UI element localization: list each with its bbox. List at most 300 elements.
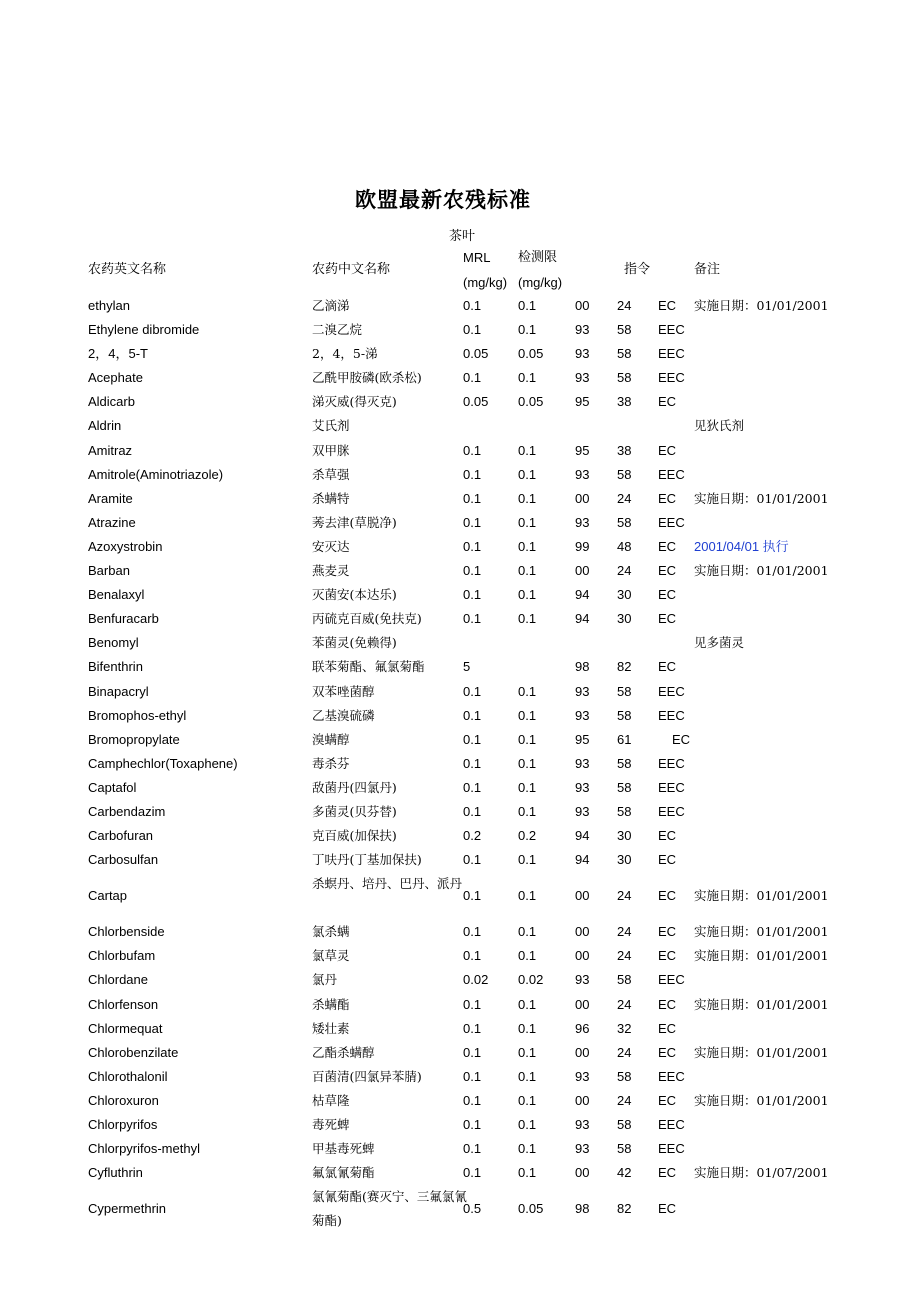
table-row (0, 752, 920, 776)
cell-directive-year: 00 (575, 490, 590, 506)
table-row (0, 607, 920, 631)
cell-directive-number: 58 (617, 1117, 632, 1132)
cell-directive-number: 58 (617, 322, 632, 338)
cell-lod: 0.1 (518, 755, 537, 771)
cell-en-name: Cartap (88, 888, 128, 904)
cell-mrl: 0.1 (463, 1165, 482, 1181)
cell-directive-type: EC (658, 298, 677, 313)
cell-mrl: 0.1 (463, 563, 482, 579)
cell-en-name: Ethylene dibromide (88, 322, 200, 338)
cell-mrl: 0.1 (463, 298, 482, 313)
table-row (0, 583, 920, 607)
cell-mrl: 0.1 (463, 803, 482, 819)
cell-directive-number: 38 (617, 442, 632, 458)
cell-directive-type: EEC (658, 1068, 685, 1084)
cell-directive-year: 93 (575, 972, 590, 988)
table-row (0, 848, 920, 872)
cell-lod: 0.1 (518, 442, 537, 458)
table-row (0, 487, 920, 511)
cell-directive-number: 58 (617, 514, 632, 530)
cell-lod: 0.1 (518, 996, 537, 1012)
cell-directive-number: 24 (617, 563, 632, 579)
cell-lod: 0.1 (518, 514, 537, 530)
cell-lod: 0.1 (518, 888, 537, 904)
cell-mrl: 0.1 (463, 490, 482, 506)
cell-cn-name: 氯氰菊酯(赛灭宁、三氟氯氰菊酯) (312, 1189, 467, 1229)
cell-cn-name: 涕灭威(得灭克) (312, 394, 397, 410)
table-row (0, 1017, 920, 1041)
cell-lod: 0.1 (518, 538, 537, 554)
cell-note: 实施日期：01/01/2001 (694, 948, 829, 964)
cell-directive-number: 24 (617, 996, 632, 1012)
cell-directive-year: 94 (575, 852, 590, 868)
cell-lod: 0.1 (518, 322, 537, 338)
cell-directive-number: 42 (617, 1165, 632, 1181)
cell-directive-number: 24 (617, 948, 632, 964)
cell-cn-name: 艾氏剂 (312, 418, 350, 434)
cell-directive-type: EC (658, 659, 677, 675)
cell-en-name: Chloroxuron (88, 1092, 159, 1108)
cell-directive-year: 95 (575, 731, 590, 747)
cell-en-name: Benomyl (88, 635, 139, 651)
cell-lod: 0.05 (518, 394, 544, 410)
cell-en-name: 2，4，5-T (88, 346, 148, 362)
cell-mrl: 0.1 (463, 1141, 482, 1157)
table-row (0, 511, 920, 535)
table-row (0, 559, 920, 583)
cell-cn-name: 乙酰甲胺磷(欧杀松) (312, 370, 422, 386)
cell-directive-type: EEC (658, 755, 685, 771)
cell-lod: 0.1 (518, 924, 537, 940)
cell-en-name: Binapacryl (88, 683, 149, 699)
table-row (0, 728, 920, 752)
cell-cn-name: 氯草灵 (312, 948, 350, 964)
cell-mrl: 0.1 (463, 538, 482, 554)
cell-mrl: 0.1 (463, 1092, 482, 1108)
cell-mrl: 0.1 (463, 466, 482, 482)
cell-en-name: Bromophos-ethyl (88, 707, 187, 723)
cell-directive-type: EEC (658, 707, 685, 723)
table-row (0, 366, 920, 390)
cell-directive-type: EC (658, 852, 677, 868)
cell-directive-year: 93 (575, 1117, 590, 1132)
cell-note: 实施日期：01/01/2001 (694, 924, 829, 940)
cell-directive-type: EC (658, 996, 677, 1012)
table-row (0, 1041, 920, 1065)
cell-en-name: Azoxystrobin (88, 538, 163, 554)
cell-note: 实施日期：01/01/2001 (694, 888, 829, 904)
cell-en-name: Chlormequat (88, 1020, 163, 1036)
cell-directive-year: 99 (575, 538, 590, 554)
cell-directive-year: 93 (575, 707, 590, 723)
cell-directive-year: 95 (575, 442, 590, 458)
cell-lod: 0.1 (518, 563, 537, 579)
cell-directive-number: 24 (617, 924, 632, 940)
cell-mrl: 0.1 (463, 370, 482, 386)
cell-mrl: 0.1 (463, 683, 482, 699)
cell-directive-number: 58 (617, 466, 632, 482)
cell-en-name: Carbendazim (88, 803, 166, 819)
cell-directive-year: 93 (575, 514, 590, 530)
cell-en-name: Atrazine (88, 514, 136, 530)
cell-directive-number: 32 (617, 1020, 632, 1036)
table-row (0, 655, 920, 679)
cell-cn-name: 乙基溴硫磷 (312, 707, 375, 723)
cell-en-name: Benalaxyl (88, 587, 145, 603)
header-en-name: 农药英文名称 (88, 262, 167, 277)
cell-directive-number: 58 (617, 707, 632, 723)
cell-cn-name: 毒死蜱 (312, 1117, 350, 1132)
cell-directive-number: 24 (617, 1092, 632, 1108)
cell-note: 实施日期：01/01/2001 (694, 1092, 829, 1108)
cell-directive-number: 58 (617, 370, 632, 386)
cell-mrl: 0.1 (463, 996, 482, 1012)
cell-en-name: Chlorfenson (88, 996, 159, 1012)
cell-directive-number: 82 (617, 1201, 632, 1217)
cell-en-name: Carbosulfan (88, 852, 159, 868)
cell-lod: 0.1 (518, 1044, 537, 1060)
cell-en-name: Chlordane (88, 972, 148, 988)
cell-directive-type: EEC (658, 322, 685, 338)
header-lod-unit: (mg/kg) (518, 275, 563, 290)
cell-directive-number: 82 (617, 659, 632, 675)
cell-mrl: 0.1 (463, 852, 482, 868)
cell-lod: 0.2 (518, 828, 537, 844)
cell-mrl: 0.1 (463, 707, 482, 723)
cell-cn-name: 矮壮素 (312, 1020, 350, 1036)
header-note: 备注 (694, 262, 721, 277)
table-row (0, 390, 920, 414)
cell-cn-name: 安灭达 (312, 538, 350, 554)
cell-directive-year: 00 (575, 924, 590, 940)
cell-lod: 0.1 (518, 731, 537, 747)
cell-lod: 0.1 (518, 683, 537, 699)
cell-directive-type: EEC (658, 346, 685, 362)
cell-cn-name: 丁呋丹(丁基加保扶) (312, 852, 422, 868)
table-row (0, 920, 920, 944)
cell-note: 实施日期：01/01/2001 (694, 563, 829, 579)
table-row (0, 680, 920, 704)
cell-directive-year: 00 (575, 1165, 590, 1181)
cell-directive-number: 24 (617, 1044, 632, 1060)
header-mrl-unit: (mg/kg) (463, 275, 508, 290)
cell-directive-type: EC (658, 1092, 677, 1108)
table-row (0, 535, 920, 559)
cell-directive-number: 24 (617, 888, 632, 904)
cell-directive-year: 00 (575, 996, 590, 1012)
cell-mrl: 0.1 (463, 755, 482, 771)
cell-directive-type: EC (658, 1044, 677, 1060)
cell-en-name: ethylan (88, 298, 130, 313)
cell-mrl: 0.5 (463, 1201, 482, 1217)
cell-directive-type: EC (658, 1201, 677, 1217)
cell-directive-year: 93 (575, 1068, 590, 1084)
cell-mrl: 0.1 (463, 587, 482, 603)
cell-en-name: Amitrole(Aminotriazole) (88, 466, 224, 482)
cell-directive-number: 24 (617, 490, 632, 506)
cell-note: 见多菌灵 (694, 635, 745, 651)
cell-lod: 0.1 (518, 1068, 537, 1084)
cell-directive-type: EC (658, 1020, 677, 1036)
cell-cn-name: 氯杀螨 (312, 924, 350, 940)
cell-directive-type: EEC (658, 779, 685, 795)
cell-cn-name: 丙硫克百威(免扶克) (312, 611, 422, 627)
cell-directive-type: EC (658, 394, 677, 410)
cell-directive-type: EC (658, 563, 677, 579)
cell-directive-number: 61 (617, 731, 632, 747)
cell-mrl: 5 (463, 659, 471, 675)
cell-directive-number: 58 (617, 1141, 632, 1157)
table-row (0, 993, 920, 1017)
header-cn-name: 农药中文名称 (312, 262, 391, 277)
table-row (0, 463, 920, 487)
cell-en-name: Aldicarb (88, 394, 135, 410)
cell-directive-year: 98 (575, 1201, 590, 1217)
cell-en-name: Camphechlor(Toxaphene) (88, 755, 238, 771)
table-row (0, 1161, 920, 1185)
table-row (0, 872, 920, 920)
cell-cn-name: 敌菌丹(四氯丹) (312, 779, 397, 795)
cell-directive-number: 58 (617, 803, 632, 819)
cell-en-name: Chlorbufam (88, 948, 156, 964)
cell-cn-name: 燕麦灵 (312, 563, 350, 579)
table-row (0, 1113, 920, 1137)
cell-directive-year: 98 (575, 659, 590, 675)
cell-en-name: Amitraz (88, 442, 133, 458)
cell-en-name: Chlorothalonil (88, 1068, 168, 1084)
cell-mrl: 0.1 (463, 514, 482, 530)
cell-directive-type: EC (658, 538, 677, 554)
cell-cn-name: 杀草强 (312, 466, 350, 482)
cell-en-name: Bromopropylate (88, 731, 180, 747)
cell-directive-year: 00 (575, 888, 590, 904)
cell-cn-name: 多菌灵(贝芬替) (312, 803, 397, 819)
cell-directive-type: EC (658, 442, 677, 458)
cell-cn-name: 双甲脒 (312, 442, 350, 458)
cell-directive-year: 93 (575, 1141, 590, 1157)
cell-en-name: Cypermethrin (88, 1201, 167, 1217)
cell-directive-type: EC (658, 611, 677, 627)
cell-cn-name: 联苯菊酯、氟氯菊酯 (312, 659, 425, 675)
cell-directive-year: 93 (575, 755, 590, 771)
cell-mrl: 0.1 (463, 611, 482, 627)
cell-lod: 0.1 (518, 707, 537, 723)
cell-directive-number: 30 (617, 828, 632, 844)
cell-lod: 0.1 (518, 1092, 537, 1108)
cell-lod: 0.1 (518, 779, 537, 795)
cell-directive-number: 30 (617, 852, 632, 868)
table-row (0, 944, 920, 968)
cell-mrl: 0.1 (463, 1117, 482, 1132)
cell-mrl: 0.1 (463, 924, 482, 940)
cell-directive-number: 58 (617, 755, 632, 771)
cell-cn-name: 氟氯氰菊酯 (312, 1165, 375, 1181)
cell-en-name: Aramite (88, 490, 133, 506)
cell-mrl: 0.02 (463, 972, 489, 988)
cell-cn-name: 二溴乙烷 (312, 322, 363, 338)
cell-directive-year: 00 (575, 1044, 590, 1060)
cell-directive-type: EEC (658, 683, 685, 699)
cell-cn-name: 杀螨酯 (312, 996, 350, 1012)
cell-cn-name: 枯草隆 (312, 1092, 350, 1108)
cell-lod: 0.1 (518, 370, 537, 386)
cell-directive-type: EC (658, 888, 677, 904)
cell-directive-number: 58 (617, 1068, 632, 1084)
cell-directive-type: EC (658, 924, 677, 940)
cell-directive-year: 93 (575, 322, 590, 338)
table-row (0, 1089, 920, 1113)
cell-directive-year: 00 (575, 1092, 590, 1108)
table-row (0, 342, 920, 366)
cell-directive-type: EEC (658, 1141, 685, 1157)
cell-mrl: 0.1 (463, 731, 482, 747)
cell-directive-number: 48 (617, 538, 632, 554)
cell-directive-type: EC (658, 1165, 677, 1181)
cell-directive-number: 58 (617, 779, 632, 795)
cell-directive-type: EC (672, 731, 691, 747)
cell-lod: 0.1 (518, 1141, 537, 1157)
cell-en-name: Carbofuran (88, 828, 154, 844)
cell-directive-number: 58 (617, 346, 632, 362)
cell-mrl: 0.2 (463, 828, 482, 844)
cell-en-name: Chlorobenzilate (88, 1044, 179, 1060)
cell-en-name: Cyfluthrin (88, 1165, 143, 1181)
cell-directive-type: EC (658, 948, 677, 964)
table-row (0, 824, 920, 848)
table-row (0, 800, 920, 824)
cell-lod: 0.1 (518, 587, 537, 603)
cell-cn-name: 乙滴涕 (312, 298, 350, 313)
cell-mrl: 0.05 (463, 346, 489, 362)
cell-mrl: 0.1 (463, 1068, 482, 1084)
cell-directive-number: 30 (617, 611, 632, 627)
cell-en-name: Chlorpyrifos-methyl (88, 1141, 200, 1157)
cell-cn-name: 百菌清(四氯异苯腈) (312, 1068, 422, 1084)
cell-directive-number: 38 (617, 394, 632, 410)
table-row (0, 1137, 920, 1161)
cell-directive-year: 00 (575, 563, 590, 579)
cell-directive-year: 93 (575, 779, 590, 795)
cell-mrl: 0.1 (463, 779, 482, 795)
cell-en-name: Bifenthrin (88, 659, 143, 675)
cell-directive-year: 93 (575, 466, 590, 482)
cell-mrl: 0.1 (463, 322, 482, 338)
cell-lod: 0.02 (518, 972, 544, 988)
cell-directive-number: 24 (617, 298, 632, 313)
cell-en-name: Captafol (88, 779, 137, 795)
header-lod: 检测限 (518, 250, 558, 265)
cell-directive-year: 00 (575, 948, 590, 964)
cell-lod: 0.1 (518, 803, 537, 819)
cell-cn-name: 溴螨醇 (312, 731, 350, 747)
table-row (0, 704, 920, 728)
cell-note: 见狄氏剂 (694, 418, 745, 434)
cell-directive-type: EEC (658, 1117, 685, 1132)
cell-lod: 0.1 (518, 490, 537, 506)
cell-note: 2001/04/01 执行 (694, 538, 789, 554)
cell-directive-year: 93 (575, 370, 590, 386)
cell-cn-name: 甲基毒死蜱 (312, 1141, 375, 1157)
cell-directive-year: 94 (575, 611, 590, 627)
cell-directive-type: EEC (658, 972, 685, 988)
table-row (0, 1185, 920, 1233)
cell-directive-type: EC (658, 587, 677, 603)
cell-cn-name: 双苯唑菌醇 (312, 683, 375, 699)
cell-en-name: Acephate (88, 370, 143, 386)
cell-lod: 0.1 (518, 1020, 537, 1036)
cell-note: 实施日期：01/01/2001 (694, 1044, 829, 1060)
cell-en-name: Aldrin (88, 418, 122, 434)
cell-cn-name: 毒杀芬 (312, 755, 350, 771)
table-row (0, 414, 920, 438)
cell-directive-type: EEC (658, 514, 685, 530)
cell-directive-type: EEC (658, 370, 685, 386)
cell-en-name: Barban (88, 563, 130, 579)
cell-directive-year: 93 (575, 346, 590, 362)
document-subtitle: 茶叶 (449, 229, 476, 244)
cell-directive-year: 95 (575, 394, 590, 410)
cell-note: 实施日期：01/01/2001 (694, 298, 829, 313)
document-title: 欧盟最新农残标准 (355, 188, 531, 212)
header-mrl: MRL (463, 250, 491, 265)
cell-cn-name: 克百威(加保扶) (312, 828, 397, 844)
cell-note: 实施日期：01/07/2001 (694, 1165, 829, 1181)
table-row (0, 294, 920, 318)
table-body (0, 294, 920, 1233)
cell-en-name: Chlorpyrifos (88, 1117, 158, 1132)
cell-cn-name: 莠去津(草脱净) (312, 514, 397, 530)
cell-cn-name: 乙酯杀螨醇 (312, 1044, 375, 1060)
cell-directive-type: EC (658, 490, 677, 506)
cell-directive-type: EEC (658, 803, 685, 819)
cell-note: 实施日期：01/01/2001 (694, 490, 829, 506)
cell-lod: 0.05 (518, 346, 544, 362)
cell-directive-year: 93 (575, 803, 590, 819)
cell-en-name: Benfuracarb (88, 611, 159, 627)
cell-directive-number: 58 (617, 683, 632, 699)
table-row (0, 631, 920, 655)
cell-mrl: 0.1 (463, 1020, 482, 1036)
table-row (0, 968, 920, 992)
cell-en-name: Chlorbenside (88, 924, 165, 940)
cell-lod: 0.1 (518, 298, 537, 313)
cell-mrl: 0.1 (463, 1044, 482, 1060)
cell-cn-name: 2，4，5-涕 (312, 346, 378, 362)
cell-directive-year: 00 (575, 298, 590, 313)
cell-cn-name: 杀螨特 (312, 490, 350, 506)
table-row (0, 318, 920, 342)
cell-lod: 0.1 (518, 466, 537, 482)
cell-lod: 0.1 (518, 1165, 537, 1181)
cell-mrl: 0.1 (463, 888, 482, 904)
cell-note: 实施日期：01/01/2001 (694, 996, 829, 1012)
cell-directive-type: EC (658, 828, 677, 844)
cell-directive-number: 58 (617, 972, 632, 988)
cell-directive-type: EEC (658, 466, 685, 482)
cell-directive-year: 93 (575, 683, 590, 699)
cell-directive-year: 94 (575, 587, 590, 603)
cell-lod: 0.1 (518, 1117, 537, 1132)
cell-lod: 0.05 (518, 1201, 544, 1217)
cell-lod: 0.1 (518, 852, 537, 868)
cell-cn-name: 氯丹 (312, 972, 338, 988)
cell-mrl: 0.1 (463, 948, 482, 964)
table-row (0, 439, 920, 463)
header-directive: 指令 (624, 262, 651, 277)
cell-mrl: 0.05 (463, 394, 489, 410)
table-row (0, 1065, 920, 1089)
table-row (0, 776, 920, 800)
